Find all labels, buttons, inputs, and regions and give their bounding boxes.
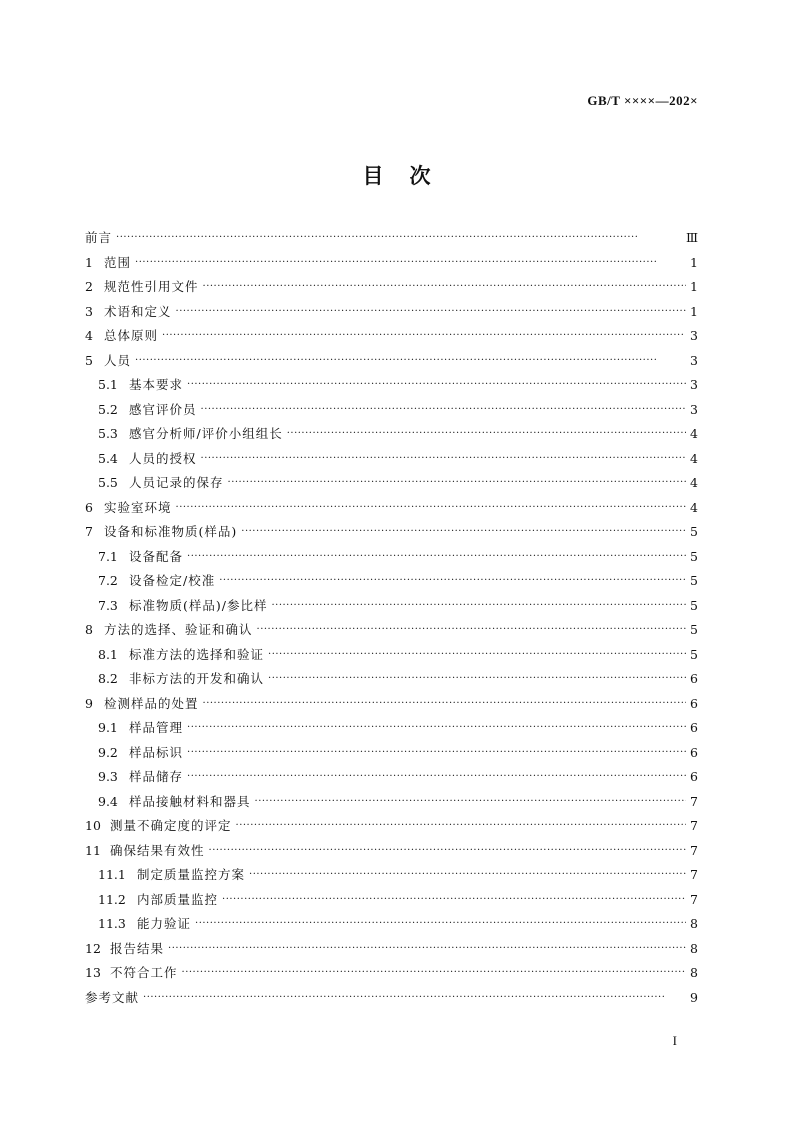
toc-entry-number: 13 [85, 965, 101, 980]
toc-entry-page: 5 [690, 597, 698, 613]
toc-entry[interactable] [85, 300, 698, 325]
toc-leader-dots [209, 846, 686, 856]
page-number: I [672, 1033, 677, 1048]
toc-entry-label: 确保结果有效性 [110, 842, 205, 858]
toc-leader-dots [287, 429, 686, 439]
toc-entry-label: 基本要求 [129, 377, 184, 392]
toc-entry[interactable] [85, 275, 698, 300]
toc-leader-dots [176, 503, 686, 513]
toc-entry-label: 标准物质(样品)/参比样 [129, 597, 268, 613]
toc-entry[interactable] [85, 912, 698, 937]
toc-entry-page: 6 [690, 695, 698, 711]
toc-entry-label: 参考文献 [85, 989, 140, 1005]
toc-entry-label: 非标方法的开发和确认 [129, 671, 265, 686]
toc-entry-number: 8.2 [98, 671, 118, 686]
toc-entry-label: 总体原则 [104, 328, 159, 343]
toc-entry[interactable] [85, 594, 698, 619]
toc-leader-dots [116, 233, 682, 243]
toc-leader-dots [219, 576, 686, 586]
toc-entry-number: 7.1 [98, 548, 118, 564]
toc-leader-dots [249, 870, 686, 880]
toc-entry[interactable] [85, 545, 698, 570]
toc-entry[interactable] [85, 471, 698, 496]
toc-entry-label: 样品管理 [129, 720, 184, 735]
toc-entry-page: 6 [690, 744, 698, 760]
toc-entry-label: 设备和标准物质(样品) [104, 524, 238, 539]
toc-entry-page: 3 [690, 401, 698, 417]
toc-entry[interactable] [85, 961, 698, 986]
toc-leader-dots [135, 258, 686, 268]
toc-entry[interactable] [85, 226, 698, 251]
toc-leader-dots [203, 282, 686, 292]
toc-entry-label: 人员记录的保存 [129, 475, 224, 490]
toc-entry-number: 10 [85, 818, 101, 833]
toc-entry-label: 检测样品的处置 [104, 695, 199, 711]
toc-entry-label: 样品储存 [129, 769, 184, 784]
toc-entry-number: 4 [85, 328, 93, 343]
toc-entry-label: 标准方法的选择和验证 [129, 646, 265, 662]
toc-leader-dots [168, 944, 686, 954]
toc-entry[interactable] [85, 569, 698, 594]
toc-entry[interactable] [85, 422, 698, 447]
toc-leader-dots [203, 699, 686, 709]
toc-entry-page: 4 [690, 475, 698, 490]
toc-entry[interactable] [85, 692, 698, 717]
toc-entry-page: 7 [690, 818, 698, 833]
toc-entry[interactable] [85, 618, 698, 643]
toc-entry-label: 样品标识 [129, 744, 184, 760]
toc-entry-page: 3 [690, 377, 698, 392]
toc-entry-number: 5.3 [98, 426, 118, 441]
toc-entry-page: 8 [690, 965, 698, 980]
toc-leader-dots [228, 478, 686, 488]
page-title: 目次 [362, 163, 457, 188]
toc-entry-number: 5.5 [98, 475, 118, 490]
toc-entry-page: 3 [690, 352, 698, 368]
toc-entry-page: 8 [690, 916, 698, 931]
toc-entry-page: 4 [690, 426, 698, 441]
toc-entry-number: 9.3 [98, 769, 118, 784]
toc-entry[interactable] [85, 814, 698, 839]
toc-leader-dots [236, 821, 686, 831]
toc-entry[interactable] [85, 986, 698, 1011]
toc-leader-dots [176, 307, 686, 317]
toc-entry-number: 2 [85, 279, 93, 294]
toc-entry-page: 4 [690, 450, 698, 466]
toc-entry-label: 规范性引用文件 [104, 279, 199, 294]
toc-entry[interactable] [85, 839, 698, 864]
toc-leader-dots [187, 723, 686, 733]
toc-entry-label: 实验室环境 [104, 499, 172, 515]
toc-entry-number: 8.1 [98, 646, 118, 662]
toc-entry-number: 12 [85, 940, 101, 956]
toc-entry[interactable] [85, 643, 698, 668]
toc-entry-page: 1 [690, 303, 698, 319]
toc-entry[interactable] [85, 520, 698, 545]
toc-entry-number: 7 [85, 524, 93, 539]
toc-leader-dots [268, 674, 686, 684]
toc-entry-page: Ⅲ [685, 230, 698, 245]
toc-leader-dots [187, 552, 686, 562]
toc-entry[interactable] [85, 447, 698, 472]
toc-entry-page: 5 [690, 524, 698, 539]
toc-entry-page: 7 [690, 867, 698, 882]
toc-entry-number: 11 [85, 842, 101, 858]
toc-leader-dots [195, 919, 686, 929]
toc-entry[interactable] [85, 863, 698, 888]
toc-entry-number: 3 [85, 303, 93, 319]
toc-leader-dots [182, 968, 686, 978]
toc-entry-page: 5 [690, 646, 698, 662]
toc-entry-page: 5 [690, 548, 698, 564]
toc-entry-number: 5.1 [98, 377, 118, 392]
toc-entry-number: 7.3 [98, 597, 118, 613]
toc-entry-label: 不符合工作 [110, 965, 178, 980]
toc-leader-dots [187, 748, 686, 758]
toc-entry-page: 6 [690, 671, 698, 686]
toc-leader-dots [255, 797, 686, 807]
toc-entry-label: 制定质量监控方案 [137, 867, 246, 882]
table-of-contents [85, 226, 698, 1010]
toc-entry-label: 内部质量监控 [137, 891, 219, 907]
toc-entry[interactable] [85, 251, 698, 276]
toc-entry-label: 设备配备 [129, 548, 184, 564]
toc-entry-label: 感官评价员 [129, 401, 197, 417]
toc-entry-number: 5.2 [98, 401, 118, 417]
toc-leader-dots [257, 625, 686, 635]
toc-leader-dots [201, 405, 686, 415]
toc-entry-number: 9.1 [98, 720, 118, 735]
toc-leader-dots [162, 331, 686, 341]
toc-entry[interactable] [85, 741, 698, 766]
toc-entry-page: 6 [690, 769, 698, 784]
toc-leader-dots [187, 380, 686, 390]
toc-entry-number: 6 [85, 499, 93, 515]
toc-entry[interactable] [85, 324, 698, 349]
toc-entry-page: 9 [690, 989, 698, 1005]
toc-entry-page: 5 [690, 622, 698, 637]
toc-entry[interactable] [85, 373, 698, 398]
toc-entry-number: 8 [85, 622, 93, 637]
toc-entry-label: 测量不确定度的评定 [110, 818, 232, 833]
toc-entry-page: 6 [690, 720, 698, 735]
toc-entry-number: 9 [85, 695, 93, 711]
toc-entry[interactable] [85, 765, 698, 790]
toc-entry-label: 前言 [85, 230, 113, 245]
toc-entry-number: 5.4 [98, 450, 118, 466]
toc-entry-page: 7 [690, 793, 698, 809]
toc-entry[interactable] [85, 667, 698, 692]
toc-entry-page: 5 [690, 573, 698, 588]
toc-entry-page: 4 [690, 499, 698, 515]
toc-entry-number: 1 [85, 254, 93, 270]
toc-entry-label: 报告结果 [110, 940, 165, 956]
toc-leader-dots [271, 601, 686, 611]
document-code: GB/T ××××—202× [587, 93, 698, 108]
toc-entry-number: 11.2 [98, 891, 126, 907]
toc-entry-label: 人员 [104, 352, 132, 368]
toc-entry[interactable] [85, 790, 698, 815]
toc-entry-label: 人员的授权 [129, 450, 197, 466]
toc-leader-dots [241, 527, 686, 537]
toc-entry-label: 能力验证 [137, 916, 192, 931]
toc-entry-page: 7 [690, 842, 698, 858]
toc-entry[interactable] [85, 937, 698, 962]
toc-entry-page: 1 [690, 254, 698, 270]
toc-entry[interactable] [85, 349, 698, 374]
toc-entry[interactable] [85, 716, 698, 741]
toc-entry-label: 方法的选择、验证和确认 [104, 622, 253, 637]
toc-entry-number: 9.4 [98, 793, 118, 809]
toc-entry-label: 范围 [104, 254, 132, 270]
toc-entry-page: 7 [690, 891, 698, 907]
toc-entry-label: 术语和定义 [104, 303, 172, 319]
toc-entry-page: 8 [690, 940, 698, 956]
toc-entry-number: 11.1 [98, 867, 126, 882]
toc-entry[interactable] [85, 888, 698, 913]
toc-entry-number: 9.2 [98, 744, 118, 760]
toc-entry-page: 1 [690, 279, 698, 294]
toc-entry-number: 7.2 [98, 573, 118, 588]
toc-entry[interactable] [85, 496, 698, 521]
toc-entry-number: 11.3 [98, 916, 126, 931]
toc-entry[interactable] [85, 398, 698, 423]
toc-leader-dots [143, 993, 686, 1003]
toc-leader-dots [187, 772, 686, 782]
toc-entry-label: 样品接触材料和器具 [129, 793, 251, 809]
toc-entry-number: 5 [85, 352, 93, 368]
toc-leader-dots [222, 895, 686, 905]
toc-entry-page: 3 [690, 328, 698, 343]
toc-leader-dots [135, 356, 686, 366]
toc-entry-label: 感官分析师/评价小组组长 [129, 426, 283, 441]
toc-leader-dots [201, 454, 686, 464]
toc-entry-label: 设备检定/校准 [129, 573, 216, 588]
toc-leader-dots [268, 650, 686, 660]
